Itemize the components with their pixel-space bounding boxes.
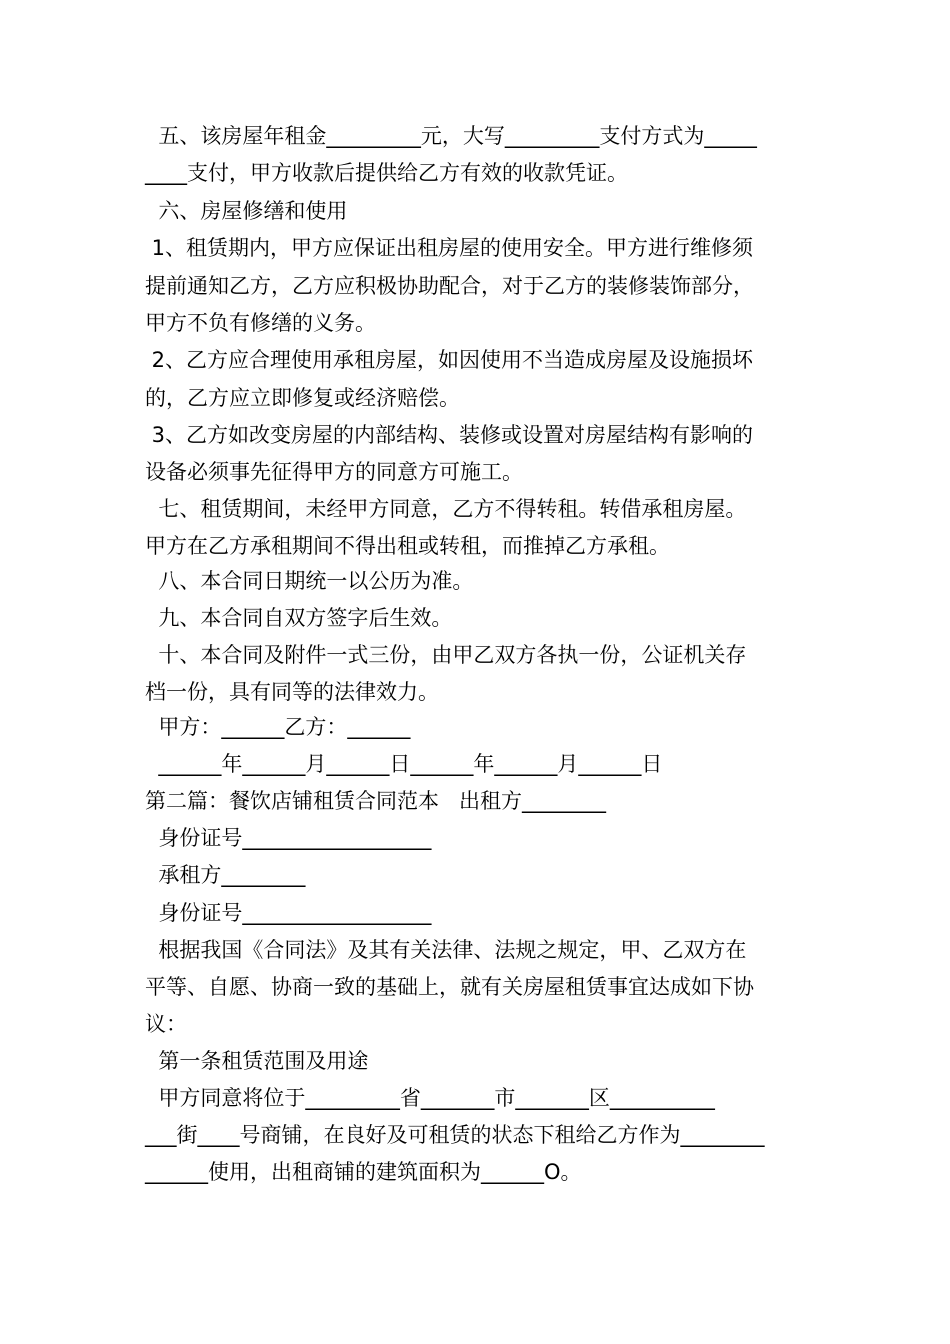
text-line: 提前通知乙方，乙方应积极协助配合，对于乙方的装修装饰部分， bbox=[145, 274, 754, 298]
text-line: 七、租赁期间，未经甲方同意，乙方不得转租。转借承租房屋。 bbox=[145, 497, 747, 521]
text-line: 五、该房屋年租金_________元，大写_________支付方式为_____ bbox=[145, 124, 757, 148]
text-line: 2、乙方应合理使用承租房屋，如因使用不当造成房屋及设施损坏 bbox=[145, 348, 754, 372]
text-line: 十、本合同及附件一式三份，由甲乙双方各执一份，公证机关存 bbox=[145, 643, 747, 667]
text-line: ______使用，出租商铺的建筑面积为______O。 bbox=[145, 1160, 582, 1184]
text-line: 身份证号__________________ bbox=[145, 901, 432, 925]
text-line: 1、租赁期内，甲方应保证出租房屋的使用安全。甲方进行维修须 bbox=[145, 236, 754, 260]
text-line: 甲方同意将位于_________省_______市_______区__________ bbox=[145, 1086, 715, 1110]
text-line: 八、本合同日期统一以公历为准。 bbox=[145, 569, 474, 593]
text-line: ____支付，甲方收款后提供给乙方有效的收款凭证。 bbox=[145, 161, 628, 185]
text-line: 第二篇：餐饮店铺租赁合同范本 出租方________ bbox=[145, 789, 607, 813]
text-line: 六、房屋修缮和使用 bbox=[145, 199, 348, 223]
text-line: 第一条租赁范围及用途 bbox=[145, 1049, 369, 1073]
text-line: 九、本合同自双方签字后生效。 bbox=[145, 606, 453, 630]
text-line: 承租方________ bbox=[145, 863, 306, 887]
text-line: ______年______月______日______年______月______日 bbox=[145, 752, 663, 776]
text-line: 身份证号__________________ bbox=[145, 826, 432, 850]
text-line: 甲方在乙方承租期间不得出租或转租，而推掉乙方承租。 bbox=[145, 534, 670, 558]
text-line: 议： bbox=[145, 1012, 187, 1036]
text-line: 根据我国《合同法》及其有关法律、法规之规定，甲、乙双方在 bbox=[145, 938, 747, 962]
text-line: 平等、自愿、协商一致的基础上，就有关房屋租赁事宜达成如下协 bbox=[145, 975, 754, 999]
text-line: 档一份，具有同等的法律效力。 bbox=[145, 680, 439, 704]
text-line: 的，乙方应立即修复或经济赔偿。 bbox=[145, 386, 460, 410]
text-line: 甲方不负有修缮的义务。 bbox=[145, 311, 376, 335]
text-line: ___街____号商铺，在良好及可租赁的状态下租给乙方作为________ bbox=[145, 1123, 765, 1147]
text-line: 设备必须事先征得甲方的同意方可施工。 bbox=[145, 460, 523, 484]
text-line: 3、乙方如改变房屋的内部结构、装修或设置对房屋结构有影响的 bbox=[145, 423, 754, 447]
text-line: 甲方：______乙方：______ bbox=[145, 715, 411, 739]
